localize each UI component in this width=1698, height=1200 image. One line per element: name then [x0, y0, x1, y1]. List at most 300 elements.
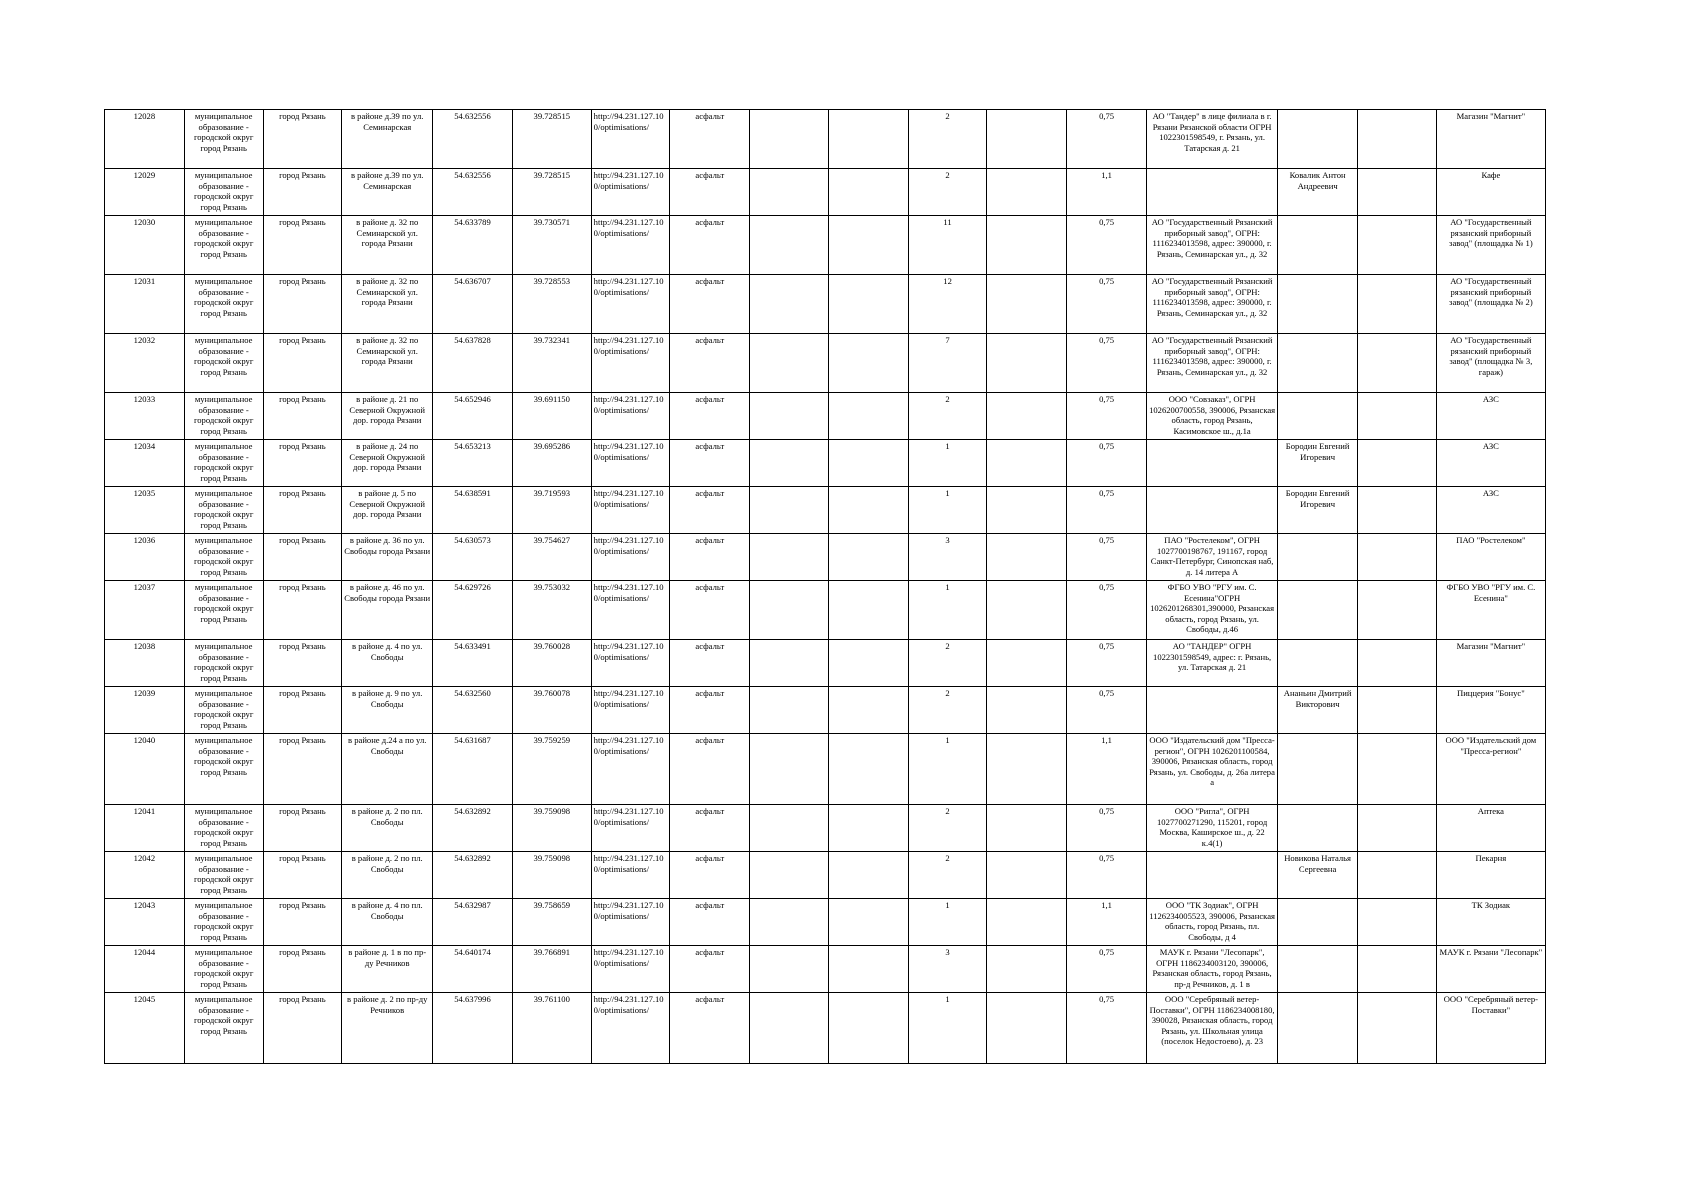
locality-cell: город Рязань: [263, 946, 342, 993]
municipality-cell: муниципальное образование - городской округ город Рязань: [184, 169, 263, 216]
container-volume-cell: 0,75: [1067, 805, 1147, 852]
surface-cell: асфальт: [670, 440, 750, 487]
longitude-cell: 39.732341: [512, 334, 591, 393]
table-row: [105, 440, 1546, 487]
municipality-cell: муниципальное образование - городской округ город Рязань: [184, 899, 263, 946]
owner-organization-cell: МАУК г. Рязани "Лесопарк", ОГРН 1186234003120, 390006, Рязанская область, город Рязань, пр-д Речников, д. 1 в: [1146, 946, 1277, 993]
container-count-cell: 1: [908, 899, 987, 946]
address-cell: в районе д. 32 по Семинарской ул. города Рязани: [342, 275, 433, 334]
empty-cell: [750, 993, 829, 1064]
empty-cell: [828, 581, 908, 640]
address-cell: в районе д. 4 по пл. Свободы: [342, 899, 433, 946]
owner-person-cell: Бородин Евгений Игоревич: [1278, 440, 1358, 487]
waste-source-cell: АЗС: [1436, 440, 1545, 487]
municipality-cell: муниципальное образование - городской округ город Рязань: [184, 852, 263, 899]
owner-organization-cell: ООО "Серебряный ветер-Поставки", ОГРН 1186234008180, 390028, Рязанская область, город Рязань, ул. Школьная улица (поселок Недостоево), д. 23: [1146, 993, 1277, 1064]
owner-person-cell: [1278, 734, 1358, 805]
municipality-cell: муниципальное образование - городской округ город Рязань: [184, 534, 263, 581]
table-row: [105, 734, 1546, 805]
locality-cell: город Рязань: [263, 687, 342, 734]
address-cell: в районе д. 32 по Семинарской ул. города Рязани: [342, 334, 433, 393]
owner-person-cell: [1278, 216, 1358, 275]
address-cell: в районе д. 4 по ул. Свободы: [342, 640, 433, 687]
table-row: [105, 899, 1546, 946]
owner-organization-cell: ФГБО УВО "РГУ им. С. Есенина"ОГРН 1026201268301,390000, Рязанская область, город Рязань, ул. Свободы, д.46: [1146, 581, 1277, 640]
latitude-cell: 54.632892: [433, 852, 513, 899]
record-id-cell: 12040: [105, 734, 185, 805]
owner-person-cell: Новикова Наталья Сергеевна: [1278, 852, 1358, 899]
table-row: [105, 393, 1546, 440]
url-cell: http://94.231.127.10 0/optimisations/: [591, 687, 670, 734]
empty-cell: [750, 487, 829, 534]
empty-cell: [1358, 899, 1437, 946]
owner-person-cell: [1278, 393, 1358, 440]
empty-cell: [828, 216, 908, 275]
table-row: [105, 993, 1546, 1064]
url-cell: http://94.231.127.10 0/optimisations/: [591, 946, 670, 993]
longitude-cell: 39.759098: [512, 852, 591, 899]
empty-cell: [828, 946, 908, 993]
url-cell: http://94.231.127.10 0/optimisations/: [591, 805, 670, 852]
longitude-cell: 39.760078: [512, 687, 591, 734]
municipality-cell: муниципальное образование - городской округ город Рязань: [184, 216, 263, 275]
url-cell: http://94.231.127.10 0/optimisations/: [591, 393, 670, 440]
record-id-cell: 12036: [105, 534, 185, 581]
latitude-cell: 54.633789: [433, 216, 513, 275]
owner-organization-cell: ООО "Ригла", ОГРН 1027700271290, 115201, город Москва, Каширское ш., д. 22 к.4(1): [1146, 805, 1277, 852]
empty-cell: [1358, 487, 1437, 534]
latitude-cell: 54.632987: [433, 899, 513, 946]
empty-cell: [987, 440, 1067, 487]
waste-source-cell: Пиццерия "Бонус": [1436, 687, 1545, 734]
empty-cell: [1358, 946, 1437, 993]
owner-organization-cell: ПАО "Ростелеком", ОГРН 1027700198767, 191167, город Санкт-Петербург, Синопская наб, д. 14 литера А: [1146, 534, 1277, 581]
url-cell: http://94.231.127.10 0/optimisations/: [591, 581, 670, 640]
empty-cell: [750, 687, 829, 734]
empty-cell: [987, 581, 1067, 640]
container-volume-cell: 0,75: [1067, 640, 1147, 687]
municipality-cell: муниципальное образование - городской округ город Рязань: [184, 581, 263, 640]
record-id-cell: 12029: [105, 169, 185, 216]
empty-cell: [828, 805, 908, 852]
empty-cell: [750, 946, 829, 993]
container-volume-cell: 1,1: [1067, 899, 1147, 946]
table-row: [105, 852, 1546, 899]
latitude-cell: 54.632556: [433, 169, 513, 216]
locality-cell: город Рязань: [263, 640, 342, 687]
longitude-cell: 39.728553: [512, 275, 591, 334]
container-count-cell: 12: [908, 275, 987, 334]
surface-cell: асфальт: [670, 899, 750, 946]
empty-cell: [828, 852, 908, 899]
empty-cell: [1358, 734, 1437, 805]
url-cell: http://94.231.127.10 0/optimisations/: [591, 899, 670, 946]
table-row: [105, 487, 1546, 534]
container-volume-cell: 0,75: [1067, 687, 1147, 734]
locality-cell: город Рязань: [263, 805, 342, 852]
surface-cell: асфальт: [670, 534, 750, 581]
waste-source-cell: Аптека: [1436, 805, 1545, 852]
address-cell: в районе д. 36 по ул. Свободы города Рязани: [342, 534, 433, 581]
surface-cell: асфальт: [670, 275, 750, 334]
waste-source-cell: ООО "Серебряный ветер-Поставки": [1436, 993, 1545, 1064]
waste-source-cell: Кафе: [1436, 169, 1545, 216]
latitude-cell: 54.631687: [433, 734, 513, 805]
municipality-cell: муниципальное образование - городской округ город Рязань: [184, 110, 263, 169]
empty-cell: [1358, 534, 1437, 581]
surface-cell: асфальт: [670, 581, 750, 640]
latitude-cell: 54.653213: [433, 440, 513, 487]
locality-cell: город Рязань: [263, 993, 342, 1064]
container-volume-cell: 0,75: [1067, 110, 1147, 169]
table-row: [105, 640, 1546, 687]
empty-cell: [1358, 993, 1437, 1064]
owner-organization-cell: [1146, 440, 1277, 487]
url-cell: http://94.231.127.10 0/optimisations/: [591, 334, 670, 393]
address-cell: в районе д. 2 по пр-ду Речников: [342, 993, 433, 1064]
owner-person-cell: [1278, 581, 1358, 640]
surface-cell: асфальт: [670, 393, 750, 440]
locality-cell: город Рязань: [263, 581, 342, 640]
waste-source-cell: МАУК г. Рязани "Лесопарк": [1436, 946, 1545, 993]
municipality-cell: муниципальное образование - городской округ город Рязань: [184, 393, 263, 440]
locality-cell: город Рязань: [263, 852, 342, 899]
locality-cell: город Рязань: [263, 487, 342, 534]
surface-cell: асфальт: [670, 640, 750, 687]
surface-cell: асфальт: [670, 334, 750, 393]
locality-cell: город Рязань: [263, 334, 342, 393]
empty-cell: [987, 687, 1067, 734]
latitude-cell: 54.630573: [433, 534, 513, 581]
empty-cell: [750, 440, 829, 487]
latitude-cell: 54.629726: [433, 581, 513, 640]
empty-cell: [1358, 216, 1437, 275]
record-id-cell: 12035: [105, 487, 185, 534]
locality-cell: город Рязань: [263, 899, 342, 946]
empty-cell: [828, 169, 908, 216]
surface-cell: асфальт: [670, 169, 750, 216]
empty-cell: [987, 734, 1067, 805]
container-count-cell: 2: [908, 687, 987, 734]
empty-cell: [987, 640, 1067, 687]
address-cell: в районе д. 46 по ул. Свободы города Рязани: [342, 581, 433, 640]
longitude-cell: 39.754627: [512, 534, 591, 581]
latitude-cell: 54.640174: [433, 946, 513, 993]
empty-cell: [1358, 334, 1437, 393]
longitude-cell: 39.753032: [512, 581, 591, 640]
empty-cell: [750, 334, 829, 393]
empty-cell: [828, 393, 908, 440]
container-volume-cell: 0,75: [1067, 334, 1147, 393]
owner-organization-cell: АО "Государственный Рязанский приборный завод", ОГРН: 1116234013598, адрес: 390000, г. Рязань, Семинарская ул., д. 32: [1146, 275, 1277, 334]
empty-cell: [750, 581, 829, 640]
address-cell: в районе д. 2 по пл. Свободы: [342, 805, 433, 852]
longitude-cell: 39.730571: [512, 216, 591, 275]
municipality-cell: муниципальное образование - городской округ город Рязань: [184, 993, 263, 1064]
container-count-cell: 2: [908, 393, 987, 440]
record-id-cell: 12044: [105, 946, 185, 993]
longitude-cell: 39.761100: [512, 993, 591, 1064]
url-cell: http://94.231.127.10 0/optimisations/: [591, 534, 670, 581]
empty-cell: [1358, 581, 1437, 640]
container-count-cell: 3: [908, 946, 987, 993]
locality-cell: город Рязань: [263, 110, 342, 169]
record-id-cell: 12031: [105, 275, 185, 334]
owner-person-cell: Ананьин Дмитрий Викторович: [1278, 687, 1358, 734]
container-count-cell: 1: [908, 993, 987, 1064]
container-volume-cell: 0,75: [1067, 487, 1147, 534]
empty-cell: [987, 110, 1067, 169]
empty-cell: [1358, 852, 1437, 899]
container-count-cell: 11: [908, 216, 987, 275]
empty-cell: [750, 734, 829, 805]
owner-organization-cell: АО "ТАНДЕР" ОГРН 1022301598549, адрес: г. Рязань, ул. Татарская д. 21: [1146, 640, 1277, 687]
container-volume-cell: 0,75: [1067, 216, 1147, 275]
empty-cell: [828, 734, 908, 805]
address-cell: в районе д. 5 по Северной Окружной дор. города Рязани: [342, 487, 433, 534]
latitude-cell: 54.638591: [433, 487, 513, 534]
latitude-cell: 54.637828: [433, 334, 513, 393]
empty-cell: [828, 275, 908, 334]
surface-cell: асфальт: [670, 110, 750, 169]
table-row: [105, 110, 1546, 169]
container-count-cell: 7: [908, 334, 987, 393]
empty-cell: [750, 640, 829, 687]
latitude-cell: 54.633491: [433, 640, 513, 687]
url-cell: http://94.231.127.10 0/optimisations/: [591, 440, 670, 487]
empty-cell: [987, 534, 1067, 581]
owner-organization-cell: [1146, 487, 1277, 534]
empty-cell: [1358, 393, 1437, 440]
surface-cell: асфальт: [670, 216, 750, 275]
container-count-cell: 1: [908, 440, 987, 487]
record-id-cell: 12033: [105, 393, 185, 440]
record-id-cell: 12039: [105, 687, 185, 734]
address-cell: в районе д. 24 по Северной Окружной дор. города Рязани: [342, 440, 433, 487]
record-id-cell: 12042: [105, 852, 185, 899]
url-cell: http://94.231.127.10 0/optimisations/: [591, 169, 670, 216]
latitude-cell: 54.632892: [433, 805, 513, 852]
empty-cell: [828, 110, 908, 169]
latitude-cell: 54.632560: [433, 687, 513, 734]
locality-cell: город Рязань: [263, 275, 342, 334]
container-volume-cell: 0,75: [1067, 946, 1147, 993]
address-cell: в районе д. 2 по пл. Свободы: [342, 852, 433, 899]
surface-cell: асфальт: [670, 852, 750, 899]
table-row: [105, 169, 1546, 216]
empty-cell: [750, 805, 829, 852]
url-cell: http://94.231.127.10 0/optimisations/: [591, 734, 670, 805]
owner-person-cell: [1278, 334, 1358, 393]
address-cell: в районе д.39 по ул. Семинарская: [342, 110, 433, 169]
container-volume-cell: 1,1: [1067, 169, 1147, 216]
empty-cell: [828, 640, 908, 687]
url-cell: http://94.231.127.10 0/optimisations/: [591, 275, 670, 334]
record-id-cell: 12034: [105, 440, 185, 487]
owner-person-cell: [1278, 899, 1358, 946]
empty-cell: [750, 216, 829, 275]
longitude-cell: 39.759259: [512, 734, 591, 805]
empty-cell: [1358, 169, 1437, 216]
surface-cell: асфальт: [670, 946, 750, 993]
owner-person-cell: [1278, 534, 1358, 581]
url-cell: http://94.231.127.10 0/optimisations/: [591, 640, 670, 687]
url-cell: http://94.231.127.10 0/optimisations/: [591, 993, 670, 1064]
container-volume-cell: 0,75: [1067, 993, 1147, 1064]
latitude-cell: 54.636707: [433, 275, 513, 334]
url-cell: http://94.231.127.10 0/optimisations/: [591, 852, 670, 899]
empty-cell: [828, 687, 908, 734]
municipality-cell: муниципальное образование - городской округ город Рязань: [184, 805, 263, 852]
municipality-cell: муниципальное образование - городской округ город Рязань: [184, 275, 263, 334]
owner-organization-cell: ООО "Совзаказ", ОГРН 1026200700558, 390006, Рязанская область, город Рязань, Касимовское ш., д.1а: [1146, 393, 1277, 440]
owner-person-cell: [1278, 805, 1358, 852]
record-id-cell: 12032: [105, 334, 185, 393]
locality-cell: город Рязань: [263, 440, 342, 487]
municipality-cell: муниципальное образование - городской округ город Рязань: [184, 687, 263, 734]
longitude-cell: 39.691150: [512, 393, 591, 440]
empty-cell: [987, 805, 1067, 852]
surface-cell: асфальт: [670, 993, 750, 1064]
empty-cell: [1358, 640, 1437, 687]
container-volume-cell: 0,75: [1067, 534, 1147, 581]
empty-cell: [987, 852, 1067, 899]
waste-source-cell: АЗС: [1436, 393, 1545, 440]
empty-cell: [1358, 440, 1437, 487]
surface-cell: асфальт: [670, 487, 750, 534]
empty-cell: [987, 275, 1067, 334]
empty-cell: [750, 534, 829, 581]
address-cell: в районе д. 21 по Северной Окружной дор. города Рязани: [342, 393, 433, 440]
owner-organization-cell: [1146, 169, 1277, 216]
empty-cell: [750, 275, 829, 334]
table-row: [105, 216, 1546, 275]
container-count-cell: 2: [908, 640, 987, 687]
owner-person-cell: Ковалик Антон Андреевич: [1278, 169, 1358, 216]
waste-sites-table: [104, 109, 1546, 1064]
longitude-cell: 39.760028: [512, 640, 591, 687]
empty-cell: [828, 334, 908, 393]
table-row: [105, 946, 1546, 993]
container-count-cell: 1: [908, 487, 987, 534]
table-row: [105, 805, 1546, 852]
table-row: [105, 534, 1546, 581]
owner-person-cell: [1278, 946, 1358, 993]
surface-cell: асфальт: [670, 734, 750, 805]
longitude-cell: 39.695286: [512, 440, 591, 487]
locality-cell: город Рязань: [263, 534, 342, 581]
container-count-cell: 2: [908, 169, 987, 216]
empty-cell: [1358, 275, 1437, 334]
container-count-cell: 2: [908, 852, 987, 899]
locality-cell: город Рязань: [263, 734, 342, 805]
municipality-cell: муниципальное образование - городской округ город Рязань: [184, 487, 263, 534]
record-id-cell: 12038: [105, 640, 185, 687]
longitude-cell: 39.758659: [512, 899, 591, 946]
container-count-cell: 1: [908, 734, 987, 805]
empty-cell: [828, 899, 908, 946]
locality-cell: город Рязань: [263, 169, 342, 216]
latitude-cell: 54.637996: [433, 993, 513, 1064]
empty-cell: [750, 852, 829, 899]
surface-cell: асфальт: [670, 805, 750, 852]
empty-cell: [987, 993, 1067, 1064]
container-volume-cell: 0,75: [1067, 852, 1147, 899]
empty-cell: [987, 169, 1067, 216]
empty-cell: [987, 393, 1067, 440]
empty-cell: [1358, 687, 1437, 734]
longitude-cell: 39.719593: [512, 487, 591, 534]
container-count-cell: 3: [908, 534, 987, 581]
empty-cell: [1358, 805, 1437, 852]
owner-person-cell: [1278, 275, 1358, 334]
empty-cell: [750, 110, 829, 169]
latitude-cell: 54.652946: [433, 393, 513, 440]
empty-cell: [1358, 110, 1437, 169]
address-cell: в районе д. 1 в по пр-ду Речников: [342, 946, 433, 993]
record-id-cell: 12045: [105, 993, 185, 1064]
municipality-cell: муниципальное образование - городской округ город Рязань: [184, 734, 263, 805]
empty-cell: [750, 899, 829, 946]
empty-cell: [987, 334, 1067, 393]
owner-organization-cell: АО "Государственный Рязанский приборный завод", ОГРН: 1116234013598, адрес: 390000, г. Рязань, Семинарская ул., д. 32: [1146, 216, 1277, 275]
longitude-cell: 39.766891: [512, 946, 591, 993]
record-id-cell: 12041: [105, 805, 185, 852]
owner-person-cell: [1278, 110, 1358, 169]
waste-source-cell: Магазин "Магнит": [1436, 640, 1545, 687]
table-row: [105, 687, 1546, 734]
container-volume-cell: 1,1: [1067, 734, 1147, 805]
waste-source-cell: ТК Зодиак: [1436, 899, 1545, 946]
record-id-cell: 12028: [105, 110, 185, 169]
container-volume-cell: 0,75: [1067, 275, 1147, 334]
longitude-cell: 39.759098: [512, 805, 591, 852]
municipality-cell: муниципальное образование - городской округ город Рязань: [184, 946, 263, 993]
address-cell: в районе д.24 а по ул. Свободы: [342, 734, 433, 805]
locality-cell: город Рязань: [263, 216, 342, 275]
waste-source-cell: ООО "Издательский дом "Пресса-регион": [1436, 734, 1545, 805]
empty-cell: [987, 487, 1067, 534]
waste-source-cell: АЗС: [1436, 487, 1545, 534]
waste-source-cell: Магазин "Магнит": [1436, 110, 1545, 169]
record-id-cell: 12037: [105, 581, 185, 640]
municipality-cell: муниципальное образование - городской округ город Рязань: [184, 440, 263, 487]
owner-organization-cell: [1146, 852, 1277, 899]
address-cell: в районе д.39 по ул. Семинарская: [342, 169, 433, 216]
empty-cell: [828, 487, 908, 534]
surface-cell: асфальт: [670, 687, 750, 734]
waste-source-cell: ПАО "Ростелеком": [1436, 534, 1545, 581]
table-row: [105, 581, 1546, 640]
address-cell: в районе д. 32 по Семинарской ул. города Рязани: [342, 216, 433, 275]
locality-cell: город Рязань: [263, 393, 342, 440]
owner-organization-cell: ООО "ТК Зодиак", ОГРН 1126234005523, 390006, Рязанская область, город Рязань, пл. Свободы, д 4: [1146, 899, 1277, 946]
url-cell: http://94.231.127.10 0/optimisations/: [591, 487, 670, 534]
container-count-cell: 2: [908, 110, 987, 169]
owner-organization-cell: АО "Тандер" в лице филиала в г. Рязани Рязанской области ОГРН 1022301598549, г. Рязань, ул. Татарская д. 21: [1146, 110, 1277, 169]
owner-person-cell: [1278, 640, 1358, 687]
waste-source-cell: ФГБО УВО "РГУ им. С. Есенина": [1436, 581, 1545, 640]
waste-source-cell: Пекарня: [1436, 852, 1545, 899]
latitude-cell: 54.632556: [433, 110, 513, 169]
municipality-cell: муниципальное образование - городской округ город Рязань: [184, 334, 263, 393]
waste-source-cell: АО "Государственный рязанский приборный завод" (площадка № 3, гараж): [1436, 334, 1545, 393]
longitude-cell: 39.728515: [512, 110, 591, 169]
empty-cell: [750, 169, 829, 216]
empty-cell: [828, 534, 908, 581]
empty-cell: [828, 440, 908, 487]
owner-organization-cell: АО "Государственный Рязанский приборный завод", ОГРН: 1116234013598, адрес: 390000, г. Рязань, Семинарская ул., д. 32: [1146, 334, 1277, 393]
